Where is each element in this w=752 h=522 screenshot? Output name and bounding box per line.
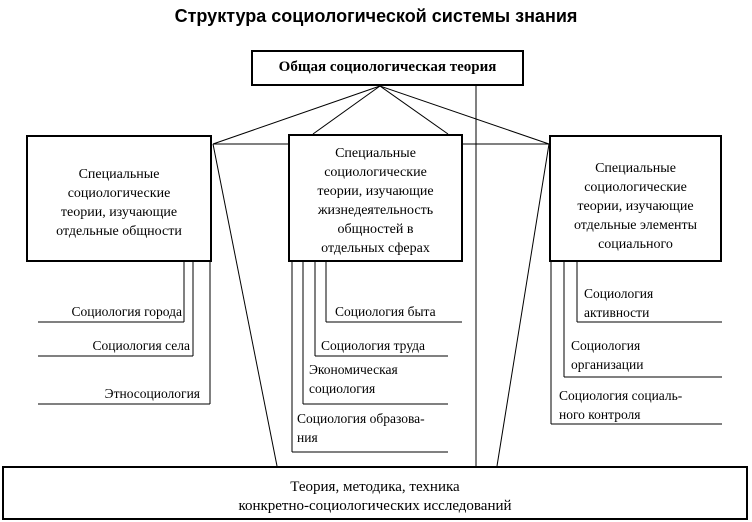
- leaf-activity-sociology: Социология активности: [584, 286, 654, 320]
- diagram-title: Структура социологической системы знания: [174, 6, 578, 26]
- leaf-social-control-sociology: Социология социаль- ного контроля: [559, 388, 683, 422]
- leaf-ethnosociology: Этносоциология: [104, 386, 200, 401]
- leaf-rural-sociology: Социология села: [92, 338, 190, 353]
- leaf-urban-sociology: Социология города: [71, 304, 182, 319]
- research-methods-label: Теория, методика, техника конкретно-социологических исследований: [238, 479, 512, 514]
- leaf-economic-sociology: Экономическая социология: [309, 362, 398, 396]
- leaf-organization-sociology: Социология организации: [571, 338, 644, 372]
- elements-theories-label: Специальные социологические теории, изучающие отдельные элементы социального: [573, 161, 698, 252]
- general-theory-label: Общая социологическая теория: [278, 59, 497, 75]
- general-theory-box: [251, 50, 524, 86]
- leaf-everyday-life-sociology: Социология быта: [335, 304, 436, 319]
- spheres-theories-box: [288, 134, 463, 262]
- research-methods-box: [2, 466, 748, 520]
- leaf-labour-sociology: Социология труда: [321, 338, 426, 353]
- spheres-theories-label: Специальные социологические теории, изучающие жизнедеятельность общностей в отдельных сферах: [317, 146, 434, 256]
- elements-theories-box: [549, 135, 722, 262]
- leaf-education-sociology: Социология образова- ния: [297, 411, 425, 445]
- communities-theories-label: Специальные социологические теории, изучающие отдельные общности: [56, 167, 182, 239]
- communities-theories-box: [26, 135, 212, 262]
